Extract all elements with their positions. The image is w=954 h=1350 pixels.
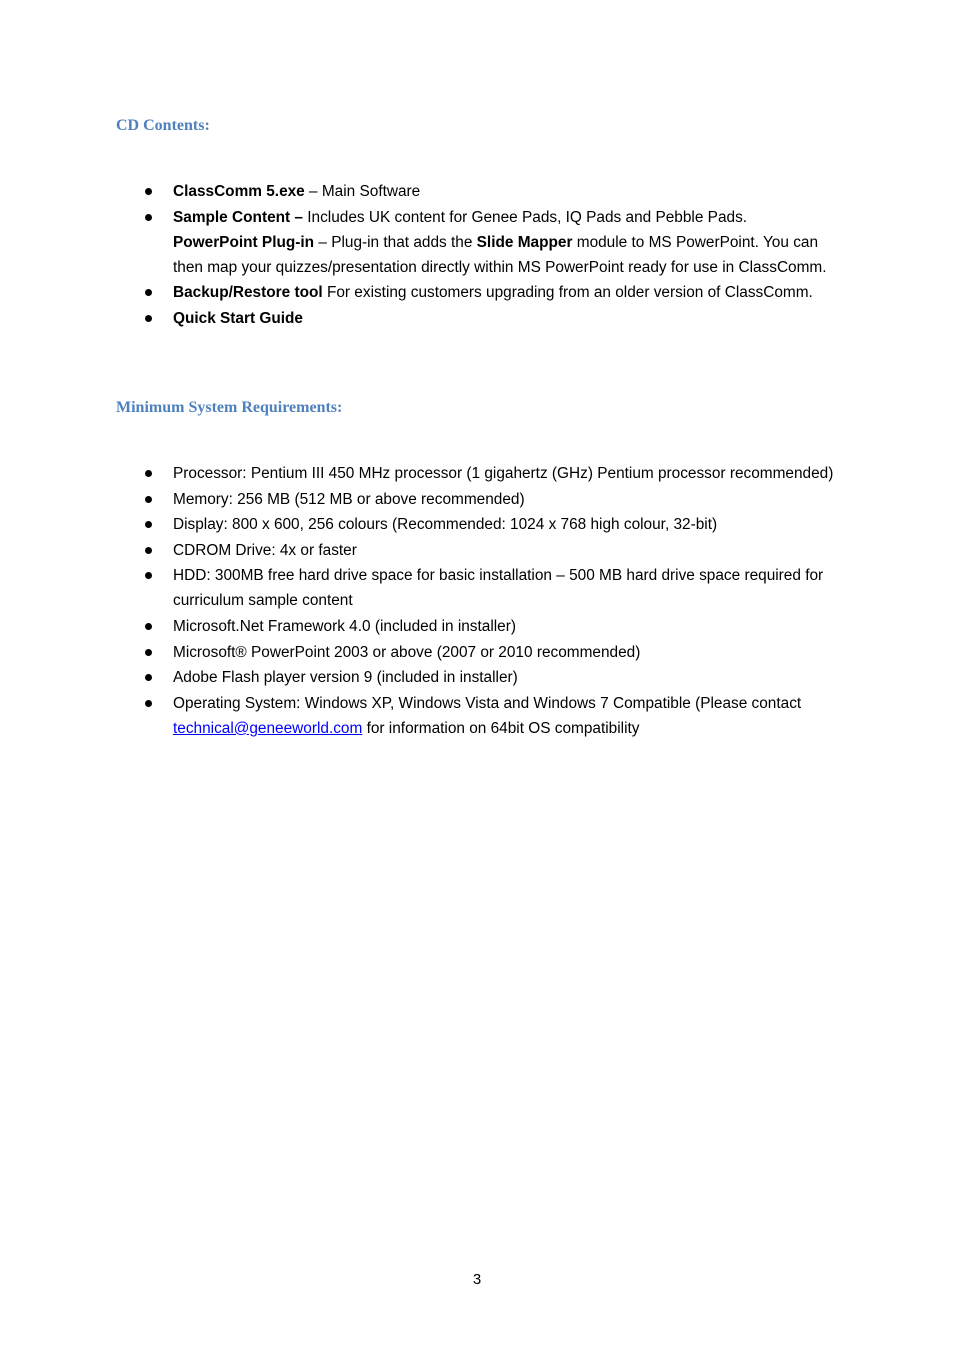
bullet-icon: [145, 289, 152, 296]
requirements-heading: Minimum System Requirements:: [116, 399, 343, 416]
list-item: [0, 640, 954, 665]
requirement-hdd: HDD: 300MB free hard drive space for basic installation – 500 MB hard drive space required for curriculum sample content: [173, 567, 824, 610]
subitem-title: PowerPoint Plug-in: [173, 233, 315, 251]
item-text: For existing customers upgrading from an older version of ClassComm.: [322, 284, 813, 302]
item-title: Quick Start Guide: [173, 309, 303, 327]
requirement-display: Display: 800 x 600, 256 colours (Recommended: 1024 x 768 high colour, 32-bit): [173, 516, 718, 534]
bullet-icon: [145, 470, 152, 477]
support-email-link[interactable]: technical@geneeworld.com: [173, 719, 363, 737]
requirement-flash: Adobe Flash player version 9 (included in installer): [173, 669, 518, 687]
requirement-cdrom: CDROM Drive: 4x or faster: [173, 541, 357, 559]
bullet-icon: [145, 188, 152, 195]
requirement-os-continued: for information on 64bit OS compatibility: [362, 719, 640, 737]
page-number: 3: [472, 1271, 482, 1288]
list-item: [0, 306, 954, 331]
list-item: [0, 461, 954, 486]
bullet-icon: [145, 700, 152, 707]
bullet-icon: [145, 315, 152, 322]
requirements-list: [0, 461, 954, 741]
list-item: [0, 614, 954, 639]
list-item: [0, 538, 954, 563]
list-item: [0, 563, 954, 613]
item-text: – Main Software: [304, 183, 421, 200]
item-title: Backup/Restore tool: [173, 284, 323, 302]
list-item: [0, 665, 954, 690]
list-item: [0, 512, 954, 537]
item-subline: [173, 230, 844, 280]
bullet-icon: [145, 623, 152, 630]
bullet-icon: [145, 521, 152, 528]
list-item: [0, 691, 954, 741]
subitem-description: module to MS PowerPoint. You can then map your quizzes/presentation directly within MS PowerPoint ready for use in ClassComm.: [173, 233, 827, 276]
requirement-processor: Processor: Pentium III 450 MHz processor (1 gigahertz (GHz) Pentium processor recommended): [173, 465, 834, 482]
requirement-powerpoint: Microsoft® PowerPoint 2003 or above (2007 or 2010 recommended): [173, 643, 641, 661]
requirement-dotnet: Microsoft.Net Framework 4.0 (included in installer): [173, 617, 516, 635]
list-item: [0, 280, 954, 305]
list-item: [0, 179, 954, 204]
item-title: ClassComm 5.exe: [173, 183, 305, 200]
bullet-icon: [145, 496, 152, 503]
bullet-icon: [145, 214, 152, 221]
bullet-icon: [145, 572, 152, 579]
cd-contents-list: [0, 179, 954, 331]
list-item: [0, 205, 954, 280]
subitem-text: – Plug-in that adds the: [314, 233, 477, 251]
bullet-icon: [145, 674, 152, 681]
list-item: [0, 487, 954, 512]
bullet-icon: [145, 547, 152, 554]
item-title: Sample Content –: [173, 208, 303, 226]
item-text: Includes UK content for Genee Pads, IQ Pads and Pebble Pads.: [303, 208, 748, 226]
requirement-memory: Memory: 256 MB (512 MB or above recommended): [173, 490, 525, 508]
requirement-os: Operating System: Windows XP, Windows Vista and Windows 7 Compatible (Please contact: [173, 694, 802, 712]
bullet-icon: [145, 649, 152, 656]
cd-contents-heading: CD Contents:: [116, 117, 210, 134]
subitem-module-name: Slide Mapper: [476, 233, 573, 251]
